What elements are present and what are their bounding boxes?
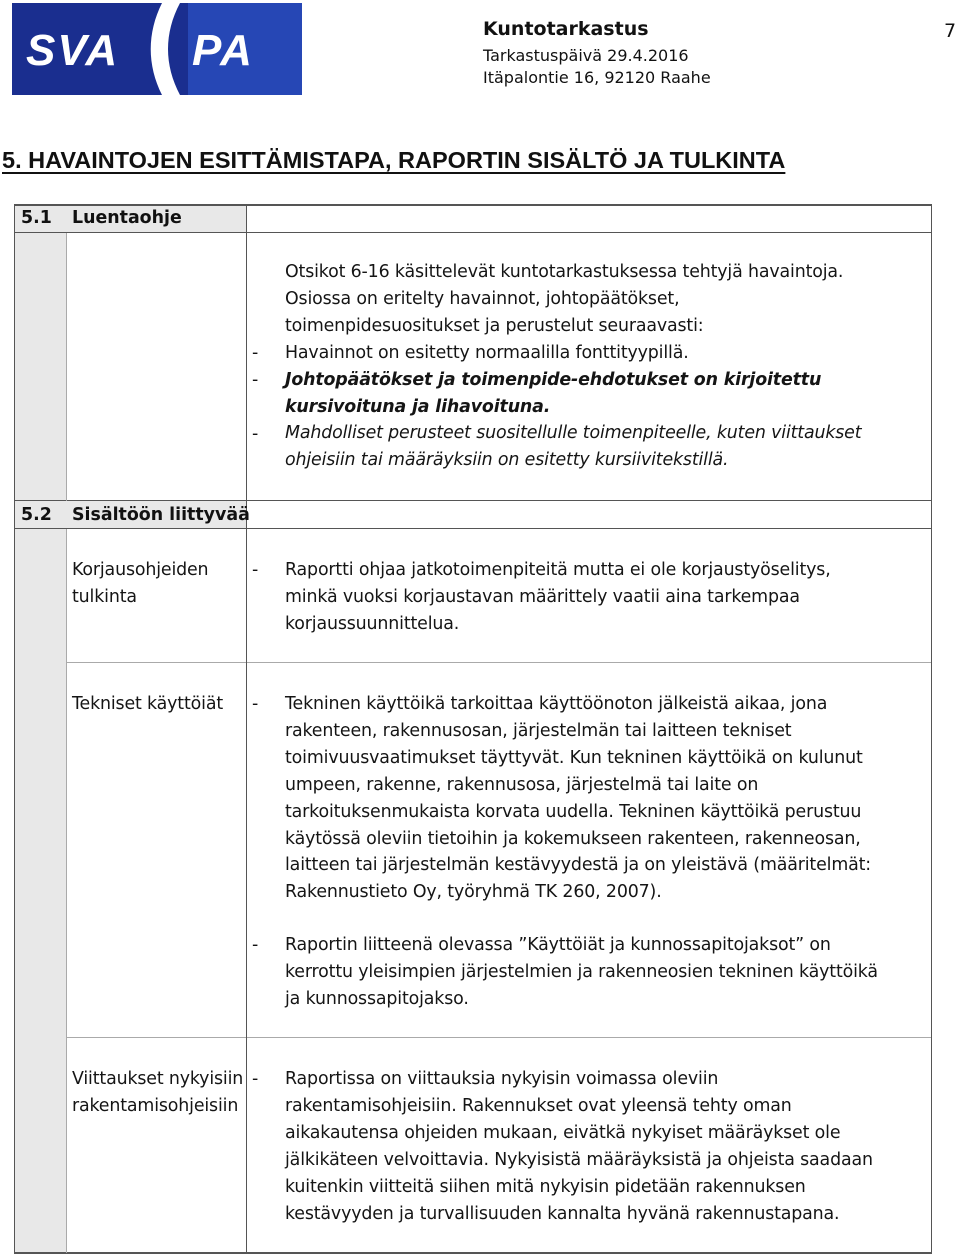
rule-v-num-1 <box>66 233 67 501</box>
sub2-left-shade <box>14 529 66 1253</box>
sub1-left-shade <box>14 233 66 501</box>
sub2-title: Sisältöön liittyvää <box>72 505 250 525</box>
rule-sub2-header <box>14 528 932 529</box>
dash: - <box>252 694 259 714</box>
rule-bottom <box>14 1252 932 1254</box>
rule-left <box>14 204 15 1254</box>
rule-right <box>931 204 932 1254</box>
address: Itäpalontie 16, 92120 Raahe <box>483 68 711 87</box>
document-title: Kuntotarkastus <box>483 18 649 40</box>
bullet-bold-italic-1: Johtopäätökset ja toimenpide-ehdotukset on kirjoitettu <box>285 369 822 390</box>
sub1-number: 5.1 <box>21 208 52 228</box>
page-number: 7 <box>944 20 957 42</box>
inspection-date: Tarkastuspäivä 29.4.2016 <box>483 46 689 65</box>
dash: - <box>252 424 259 444</box>
bullet-italic-2: ohjeisiin tai määräyksiin on esitetty kursiivitekstillä. <box>285 450 729 471</box>
row2-text2: Raportin liitteenä olevassa ”Käyttöiät ja kunnossapitojaksot” on kerrottu yleisimpien järjestelmien ja rakenneosien tekninen käyttöikä ja kunnossapitojakso. <box>285 935 878 1009</box>
row1-label: Korjausohjeiden tulkinta <box>72 560 209 607</box>
bullet-bold-italic-2: kursivoituna ja lihavoituna. <box>285 396 551 417</box>
rule-row2 <box>66 1037 932 1038</box>
sub1-title: Luentaohje <box>72 208 182 228</box>
row2-text: Tekninen käyttöikä tarkoittaa käyttöönoton jälkeistä aikaa, jona rakenteen, rakennusosan, järjestelmän tai laitteen tekniset toimivuusvaatimukset täyttyvät. Kun tekninen käyttöikä on kulunut umpeen, rakenne, rakennusosa, järjestelmä tai laite on tarkoituksenmukaista korvata uudella. Tekninen käyttöikä perustuu käytössä oleviin tietoihin ja kokemukseen rakenteen, rakenneosan, laitteen tai järjestelmän kestävyydestä ja on yleistävä (määritelmät: Rakennustieto Oy, työryhmä TK 260, 2007). <box>285 694 872 903</box>
row1-text: Raportti ohjaa jatkotoimenpiteitä mutta ei ole korjaustyöselitys, minkä vuoksi korjaustavan määrittely vaatii aina tarkempaa korjaussuunnittelua. <box>285 560 831 634</box>
bullet-normal: Havainnot on esitetty normaalilla fonttityypillä. <box>285 342 689 363</box>
rule-row1 <box>66 662 932 663</box>
row3-text: Raportissa on viittauksia nykyisin voimassa oleviin rakentamisohjeisiin. Rakennukset ovat yleensä tehty oman aikakautensa ohjeiden mukaan, eivätkä nykyiset määräykset ole jälkikäteen velvoittavia. Nykyisistä määräyksistä ja ohjeista saadaan kuitenkin viitteitä siihen mitä nykyisin pidetään rakennuksen kestävyyden ja turvallisuuden kannalta hyvänä rakennustapana. <box>285 1069 873 1224</box>
rule-sub1-header <box>14 232 932 233</box>
rule-sub2-top <box>14 500 932 501</box>
sub2-number: 5.2 <box>21 505 52 525</box>
row2-label: Tekniset käyttöiät <box>72 694 223 714</box>
row3-label: Viittaukset nykyisiin rakentamisohjeisiin <box>72 1069 244 1116</box>
dash: - <box>252 560 259 580</box>
logo-text-left: SVA <box>26 26 120 75</box>
dash: - <box>252 935 259 955</box>
dash: - <box>252 343 259 363</box>
rule-v-label <box>246 204 247 1254</box>
dash: - <box>252 370 259 390</box>
sub1-intro: Otsikot 6-16 käsittelevät kuntotarkastuksessa tehtyjä havaintoja. Osiossa on eritelty havainnot, johtopäätökset, toimenpidesuositukset ja perustelut seuraavasti: Havainnot on esitetty normaalilla fonttityypillä. Johtopäätökset ja toimenpide-ehdotukset on kirjoitettu kursivoituna ja lihavoituna. Mahdolliset perusteet suositellulle toimenpiteelle, kuten viittaukset ohjeisiin tai määräyksiin on esitetty kursiivitekstillä. <box>285 259 861 474</box>
rule-v-num-2 <box>66 529 67 1253</box>
dash: - <box>252 1069 259 1089</box>
bullet-italic-1: Mahdolliset perusteet suositellulle toimenpiteelle, kuten viittaukset <box>285 423 862 444</box>
section-title: 5. HAVAINTOJEN ESITTÄMISTAPA, RAPORTIN SISÄLTÖ JA TULKINTA <box>2 147 786 173</box>
logo-text-right: PA <box>192 26 254 75</box>
